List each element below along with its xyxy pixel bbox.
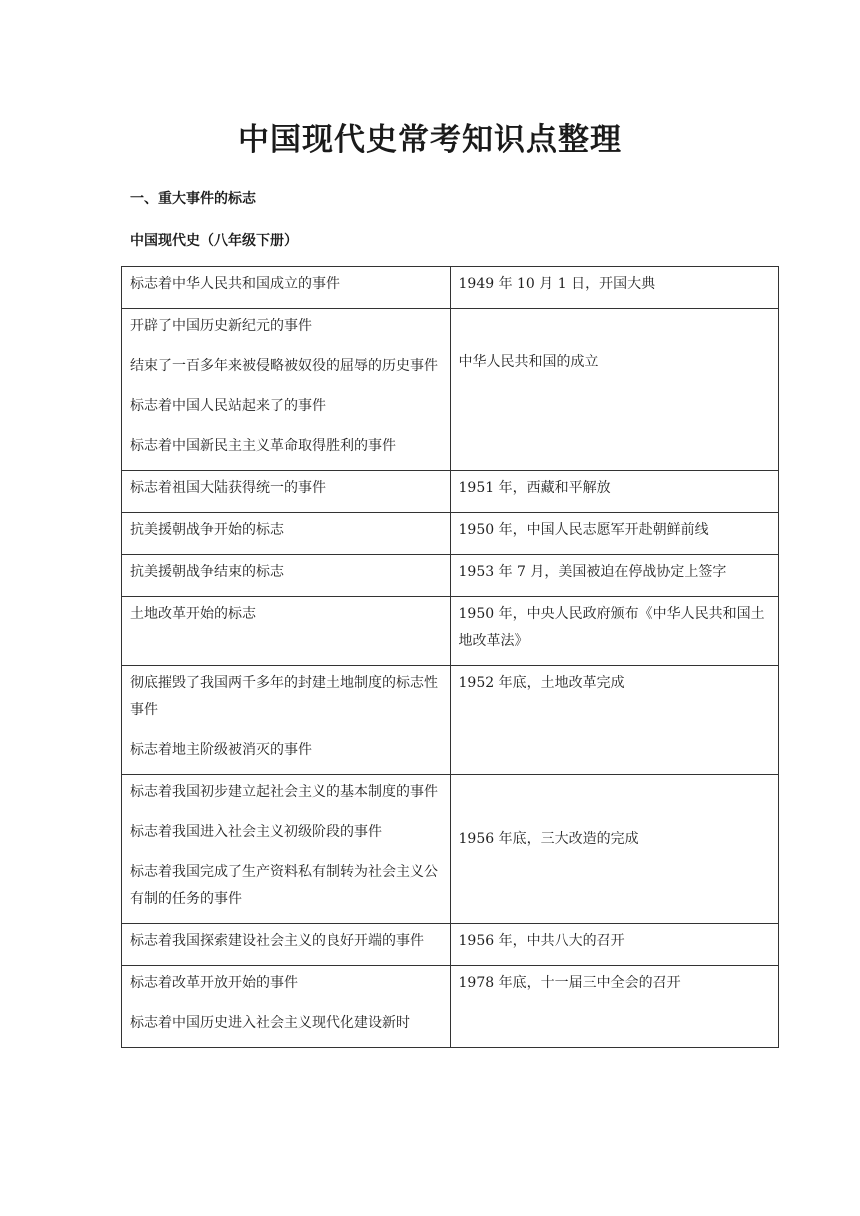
events-table — [121, 266, 779, 1048]
event-description: 抗美援朝战争开始的标志 — [130, 522, 284, 538]
event-description: 标志着地主阶级被消灭的事件 — [130, 742, 312, 758]
event-description-cell — [122, 471, 451, 513]
table-row — [122, 555, 779, 597]
event-answer: 1978 年底，十一届三中全会的召开 — [458, 975, 681, 991]
event-description: 标志着我国完成了生产资料私有制转为社会主义公有制的任务的事件 — [130, 864, 438, 907]
table-row — [122, 513, 779, 555]
event-answer-cell — [450, 267, 779, 309]
event-answer-cell — [450, 471, 779, 513]
event-description-cell — [122, 267, 451, 309]
event-description: 标志着我国初步建立起社会主义的基本制度的事件 — [130, 784, 438, 800]
event-description: 结束了一百多年来被侵略被奴役的屈辱的历史事件 — [130, 358, 438, 374]
section-heading: 一、重大事件的标志 — [130, 191, 256, 207]
sub-heading: 中国现代史（八年级下册） — [130, 233, 298, 249]
table-row — [122, 966, 779, 1048]
event-description-cell — [122, 775, 451, 924]
event-answer-cell — [450, 666, 779, 775]
table-row — [122, 309, 779, 471]
event-description: 抗美援朝战争结束的标志 — [130, 564, 284, 580]
event-description-cell — [122, 666, 451, 775]
event-answer: 1956 年，中共八大的召开 — [458, 933, 625, 949]
event-answer-cell — [450, 775, 779, 924]
event-description: 标志着改革开放开始的事件 — [130, 975, 298, 991]
event-answer-cell — [450, 309, 779, 471]
table-row — [122, 924, 779, 966]
event-answer: 1949 年 10 月 1 日，开国大典 — [458, 276, 656, 292]
events-table-wrapper — [121, 266, 780, 1102]
event-description: 开辟了中国历史新纪元的事件 — [130, 318, 312, 334]
event-description: 标志着中国新民主主义革命取得胜利的事件 — [130, 438, 396, 454]
table-row — [122, 666, 779, 775]
event-description: 土地改革开始的标志 — [130, 606, 256, 622]
event-description-cell — [122, 597, 451, 666]
event-answer-cell — [450, 966, 779, 1048]
page-title: 中国现代史常考知识点整理 — [238, 122, 622, 158]
event-answer-cell — [450, 924, 779, 966]
event-answer: 1956 年底，三大改造的完成 — [458, 830, 639, 847]
event-description: 标志着中国历史进入社会主义现代化建设新时 — [130, 1015, 410, 1031]
table-row — [122, 597, 779, 666]
event-answer: 中华人民共和国的成立 — [458, 354, 599, 370]
event-description-cell — [122, 513, 451, 555]
event-answer: 1951 年，西藏和平解放 — [458, 480, 611, 496]
event-description-cell — [122, 309, 451, 471]
event-answer: 1953 年 7 月，美国被迫在停战协定上签字 — [458, 564, 727, 580]
table-row — [122, 471, 779, 513]
table-row — [122, 775, 779, 924]
event-description-cell — [122, 555, 451, 597]
table-row — [122, 267, 779, 309]
event-answer: 1952 年底，土地改革完成 — [458, 675, 625, 691]
event-description-cell — [122, 966, 451, 1048]
event-answer: 1950 年，中央人民政府颁布《中华人民共和国土地改革法》 — [458, 606, 765, 649]
event-answer-cell — [450, 555, 779, 597]
event-description: 标志着中国人民站起来了的事件 — [130, 398, 326, 414]
event-answer-cell — [450, 513, 779, 555]
event-description: 标志着我国探索建设社会主义的良好开端的事件 — [130, 933, 424, 949]
event-answer-cell — [450, 597, 779, 666]
event-description: 标志着祖国大陆获得统一的事件 — [130, 480, 326, 496]
event-description-cell — [122, 924, 451, 966]
event-description: 彻底摧毁了我国两千多年的封建土地制度的标志性事件 — [130, 675, 438, 718]
event-answer: 1950 年，中国人民志愿军开赴朝鲜前线 — [458, 522, 709, 538]
event-description: 标志着我国进入社会主义初级阶段的事件 — [130, 824, 382, 840]
event-description: 标志着中华人民共和国成立的事件 — [130, 276, 340, 292]
